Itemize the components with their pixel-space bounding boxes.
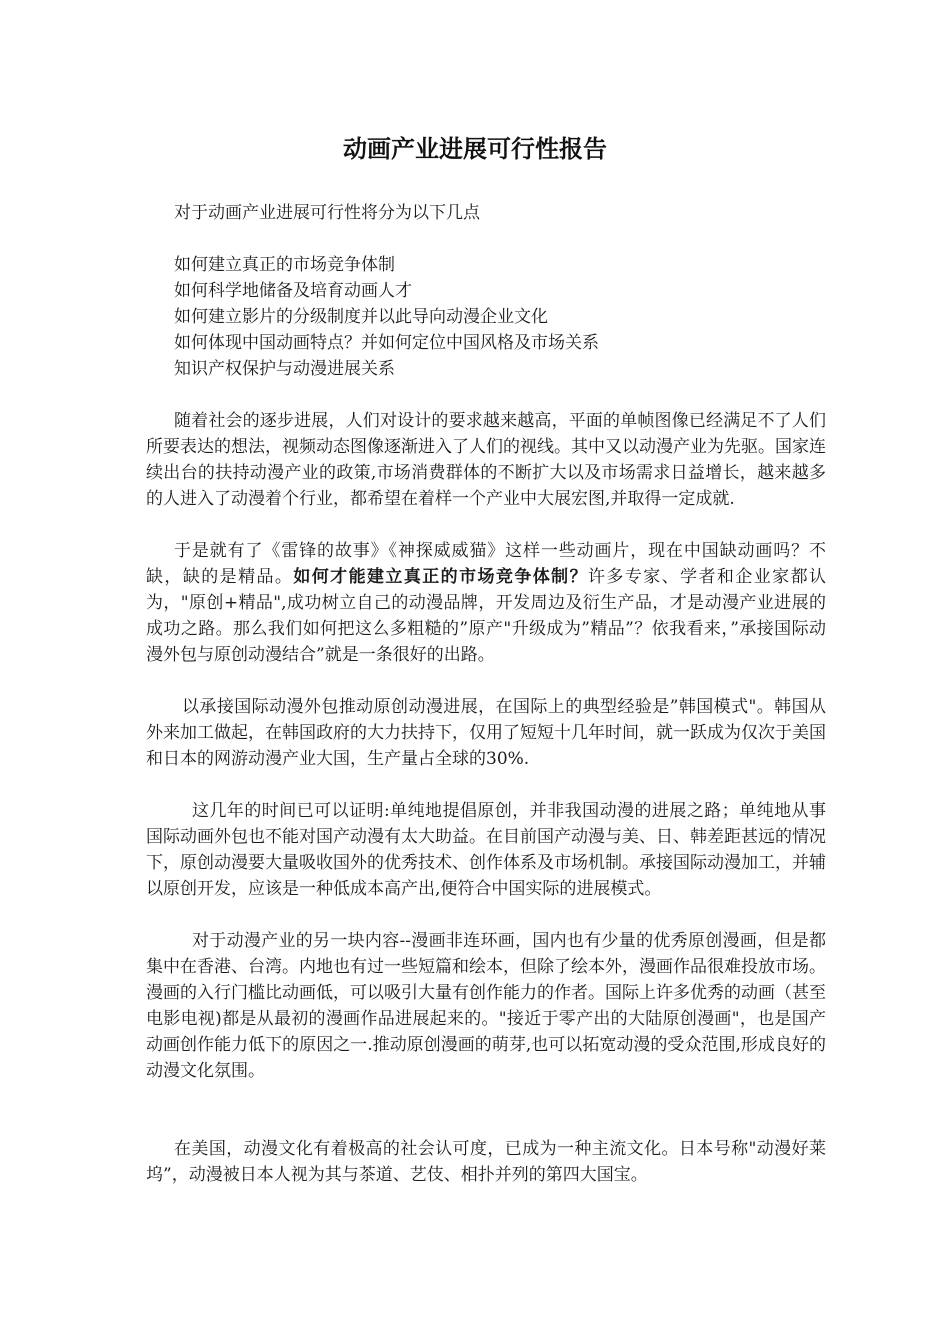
page-title: 动画产业进展可行性报告	[343, 135, 607, 163]
points-list	[146, 252, 826, 382]
list-item: 如何建立真正的市场竞争体制	[174, 255, 395, 275]
paragraph-2-emphasis: 如何才能建立真正的市场竞争体制？	[293, 567, 589, 587]
paragraph-1: 随着社会的逐步进展，人们对设计的要求越来越高，平面的单帧图像已经满足不了人们所要表达的想法，视频动态图像逐渐进入了人们的视线。其中又以动漫产业为先驱。国家连续出台的扶持动漫产业的政策,市场消费群体的不断扩大以及市场需求日益增长，越来越多的人进入了动漫着个行业，都希望在着样一个产业中大展宏图,并取得一定成就.	[146, 411, 826, 509]
list-item: 知识产权保护与动漫进展关系	[174, 359, 395, 379]
intro-line: 对于动画产业进展可行性将分为以下几点	[174, 203, 480, 223]
paragraph-2-text-a: 于是就有了《雷锋的故事》《神探威威猫》这样一些动画片，现在中国缺动画吗？不缺，缺的是精品。	[146, 541, 826, 587]
list-item: 如何科学地储备及培育动画人才	[174, 281, 412, 301]
paragraph-2-text-b: 许多专家、学者和企业家都认为，"原创+精品",成功树立自己的动漫品牌，开发周边及衍生产品，才是动漫产业进展的成功之路。那么我们如何把这么多粗糙的”原产"升级成为”精品”？依我看来，”承接国际动漫外包与原创动漫结合”就是一条很好的出路。	[146, 567, 827, 665]
paragraph-6: 在美国，动漫文化有着极高的社会认可度，已成为一种主流文化。日本号称"动漫好莱坞”，动漫被日本人视为其与茶道、艺伎、相扑并列的第四大国宝。	[146, 1139, 826, 1185]
list-item: 如何体现中国动画特点？并如何定位中国风格及市场关系	[174, 333, 599, 353]
paragraph-5: 对于动漫产业的另一块内容--漫画非连环画，国内也有少量的优秀原创漫画，但是都集中在香港、台湾。内地也有过一些短篇和绘本，但除了绘本外，漫画作品很难投放市场。漫画的入行门槛比动画低，可以吸引大量有创作能力的作者。国际上许多优秀的动画（甚至电影电视)都是从最初的漫画作品进展起来的。"接近于零产出的大陆原创漫画"，也是国产动画创作能力低下的原因之一.推动原创漫画的萌芽,也可以拓宽动漫的受众范围,形成良好的动漫文化氛围。	[146, 931, 826, 1081]
list-item: 如何建立影片的分级制度并以此导向动漫企业文化	[174, 307, 548, 327]
paragraph-3: 以承接国际动漫外包推动原创动漫进展，在国际上的典型经验是”韩国模式"。韩国从外来加工做起，在韩国政府的大力扶持下，仅用了短短十几年时间，就一跃成为仅次于美国和日本的网游动漫产业大国，生产量占全球的30%.	[146, 697, 826, 769]
paragraph-4: 这几年的时间已可以证明:单纯地提倡原创，并非我国动漫的进展之路；单纯地从事国际动画外包也不能对国产动漫有太大助益。在目前国产动漫与美、日、韩差距甚远的情况下，原创动漫要大量吸收国外的优秀技术、创作体系及市场机制。承接国际动漫加工，并辅以原创开发，应该是一种低成本高产出,便符合中国实际的进展模式。	[146, 801, 826, 899]
paragraph-2	[146, 538, 826, 668]
document-body	[146, 200, 826, 1214]
